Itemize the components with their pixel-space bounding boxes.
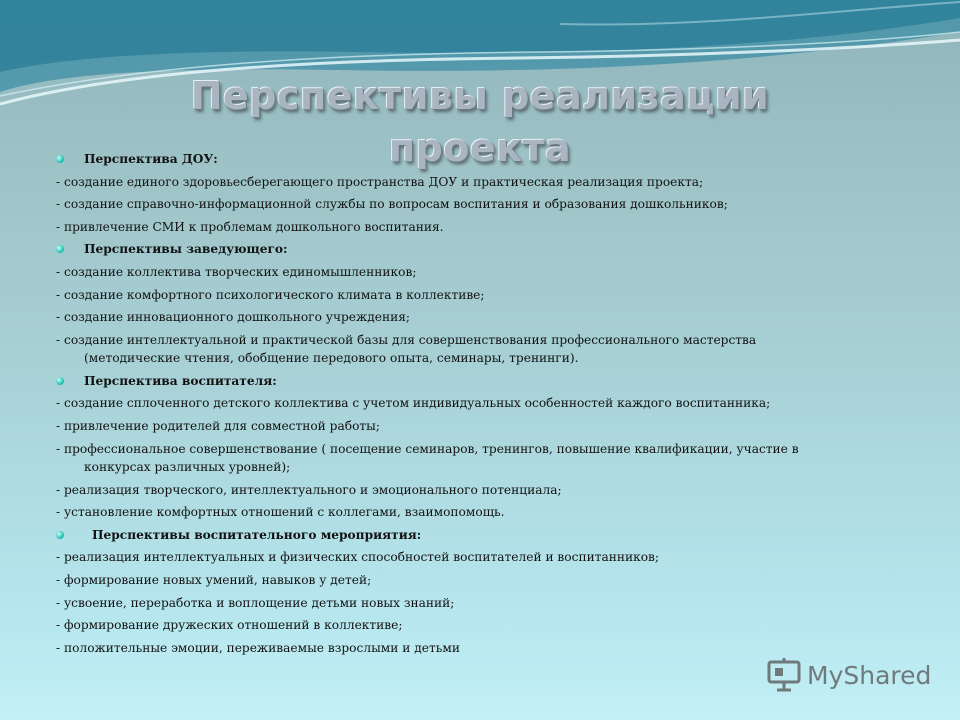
list-item-text: - профессиональное совершенствование ( посещение семинаров, тренингов, повышение квалификации, участие в (56, 441, 799, 456)
list-item: - реализация интеллектуальных и физических способностей воспитателей и воспитанников; (56, 550, 660, 565)
list-item: - реализация творческого, интеллектуального и эмоционального потенциала; (56, 482, 562, 497)
list-item: - установление комфортных отношений с коллегами, взаимопомощь. (56, 505, 505, 520)
watermark-logo (766, 656, 931, 694)
list-item: - привлечение СМИ к проблемам дошкольного воспитания. (56, 219, 444, 234)
presentation-board-icon (766, 657, 802, 693)
section-heading-head (56, 238, 916, 261)
list-item: - создание инновационного дошкольного учреждения; (56, 310, 410, 325)
list-item (56, 438, 916, 479)
bullet-icon (56, 155, 64, 163)
bullet-icon (56, 245, 64, 253)
bullet-icon (56, 531, 64, 539)
section-heading-event (56, 524, 916, 547)
list-item: - положительные эмоции, переживаемые взрослыми и детьми (56, 640, 460, 655)
section-heading-educator (56, 370, 916, 393)
list-item: - усвоение, переработка и воплощение детьми новых знаний; (56, 595, 455, 610)
list-item: - формирование новых умений, навыков у детей; (56, 572, 372, 587)
list-item: - формирование дружеских отношений в коллективе; (56, 618, 403, 633)
list-item: - создание справочно-информационной службы по вопросам воспитания и образования дошкольников; (56, 197, 728, 212)
section-heading-text: Перспектива ДОУ: (84, 152, 218, 166)
slide-title-line-2: проекта (388, 126, 572, 170)
watermark-text: MyShared (807, 660, 932, 690)
list-item: - привлечение родителей для совместной работы; (56, 418, 380, 433)
slide-title-line-1: Перспективы реализации (190, 74, 770, 118)
list-item: - создание комфортного психологического климата в коллективе; (56, 287, 485, 302)
list-item (56, 329, 916, 370)
slide-content (56, 148, 916, 659)
section-heading-dou (56, 148, 916, 171)
list-item: - создание сплоченного детского коллектива с учетом индивидуальных особенностей каждого воспитанника; (56, 396, 771, 411)
section-heading-text: Перспектива воспитателя: (84, 373, 277, 388)
list-item-continuation: конкурсах различных уровней); (84, 459, 291, 474)
list-item-text: - создание интеллектуальной и практической базы для совершенствования профессионального мастерства (56, 332, 757, 347)
bullet-icon (56, 377, 64, 385)
list-item: - создание коллектива творческих единомышленников; (56, 264, 417, 279)
section-heading-text: Перспективы воспитательного мероприятия: (92, 527, 422, 542)
list-item-continuation: (методические чтения, обобщение передового опыта, семинары, тренинги). (84, 350, 579, 365)
list-item: - создание единого здоровьесберегающего пространства ДОУ и практическая реализация проекта; (56, 174, 704, 189)
section-heading-text: Перспективы заведующего: (84, 242, 288, 257)
